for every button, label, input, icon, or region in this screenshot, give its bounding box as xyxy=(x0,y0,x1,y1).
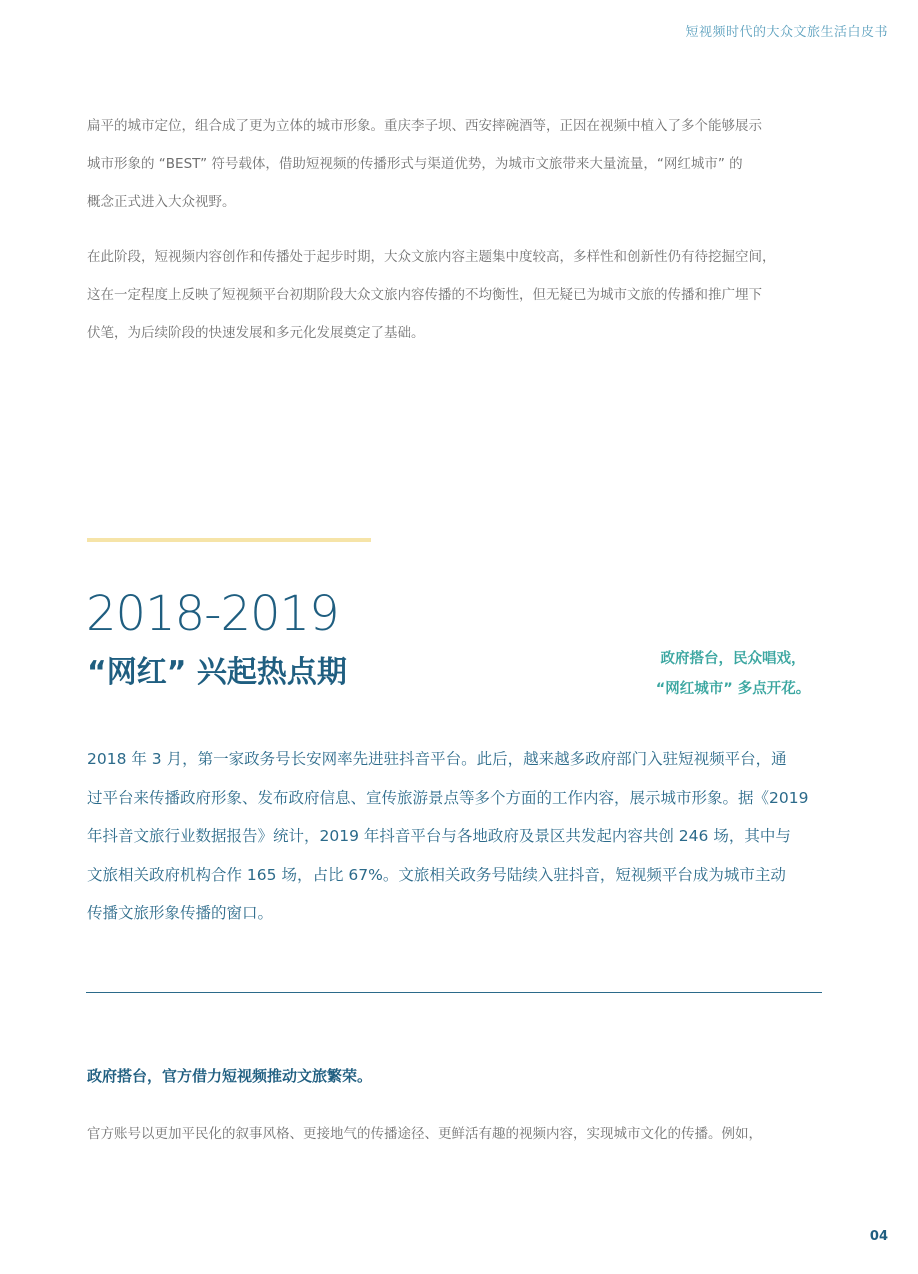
intro-line: 过平台来传播政府形象、发布政府信息、宣传旅游景点等多个方面的工作内容，展示城市形象。据《2019 xyxy=(87,788,809,807)
section-year: 2018-2019 xyxy=(86,586,339,642)
pull-quote xyxy=(628,644,838,704)
body-text: 官方账号以更加平民化的叙事风格、更接地气的传播途径、更鲜活有趣的视频内容，实现城市文化的传播。例如， xyxy=(87,1126,762,1142)
intro-line: 传播文旅形象传播的窗口。 xyxy=(87,904,274,922)
intro-line: 2018 年 3 月，第一家政务号长安网率先进驻抖音平台。此后，越来越多政府部门入驻短视频平台，通 xyxy=(87,750,787,768)
header-title: 短视频时代的大众文旅生活白皮书 xyxy=(685,25,888,40)
subheading: 政府搭台，官方借力短视频推动文旅繁荣。 xyxy=(87,1067,373,1085)
paragraph-line: 城市形象的 “BEST” 符号载体，借助短视频的传播形式与渠道优势，为城市文旅带来大量流量，“网红城市” 的 xyxy=(87,156,743,172)
page-number: 04 xyxy=(869,1229,888,1244)
paragraph-2 xyxy=(87,238,827,352)
paragraph-line: 扁平的城市定位，组合成了更为立体的城市形象。重庆李子坝、西安摔碗酒等，正因在视频中植入了多个能够展示 xyxy=(87,118,762,134)
intro-line: 文旅相关政府机构合作 165 场，占比 67%。文旅相关政务号陆续入驻抖音，短视频平台成为城市主动 xyxy=(87,865,786,884)
section-intro xyxy=(87,740,832,933)
pull-quote-line: “网红城市” 多点开花。 xyxy=(655,681,811,697)
paragraph-line: 伏笔，为后续阶段的快速发展和多元化发展奠定了基础。 xyxy=(87,325,425,341)
pull-quote-line: 政府搭台，民众唱戏， xyxy=(660,651,806,667)
paragraph-line: 这在一定程度上反映了短视频平台初期阶段大众文旅内容传播的不均衡性，但无疑已为城市文旅的传播和推广埋下 xyxy=(87,287,762,303)
paragraph-line: 在此阶段，短视频内容创作和传播处于起步时期，大众文旅内容主题集中度较高，多样性和创新性仍有待挖掘空间， xyxy=(87,249,776,265)
intro-line: 年抖音文旅行业数据报告》统计，2019 年抖音平台与各地政府及景区共发起内容共创 246 场，其中与 xyxy=(87,827,791,845)
paragraph-line: 概念正式进入大众视野。 xyxy=(87,194,236,210)
paragraph-1 xyxy=(87,107,827,221)
accent-divider xyxy=(87,538,371,542)
section-title: “网红” 兴起热点期 xyxy=(87,655,347,690)
section-divider xyxy=(86,992,822,993)
